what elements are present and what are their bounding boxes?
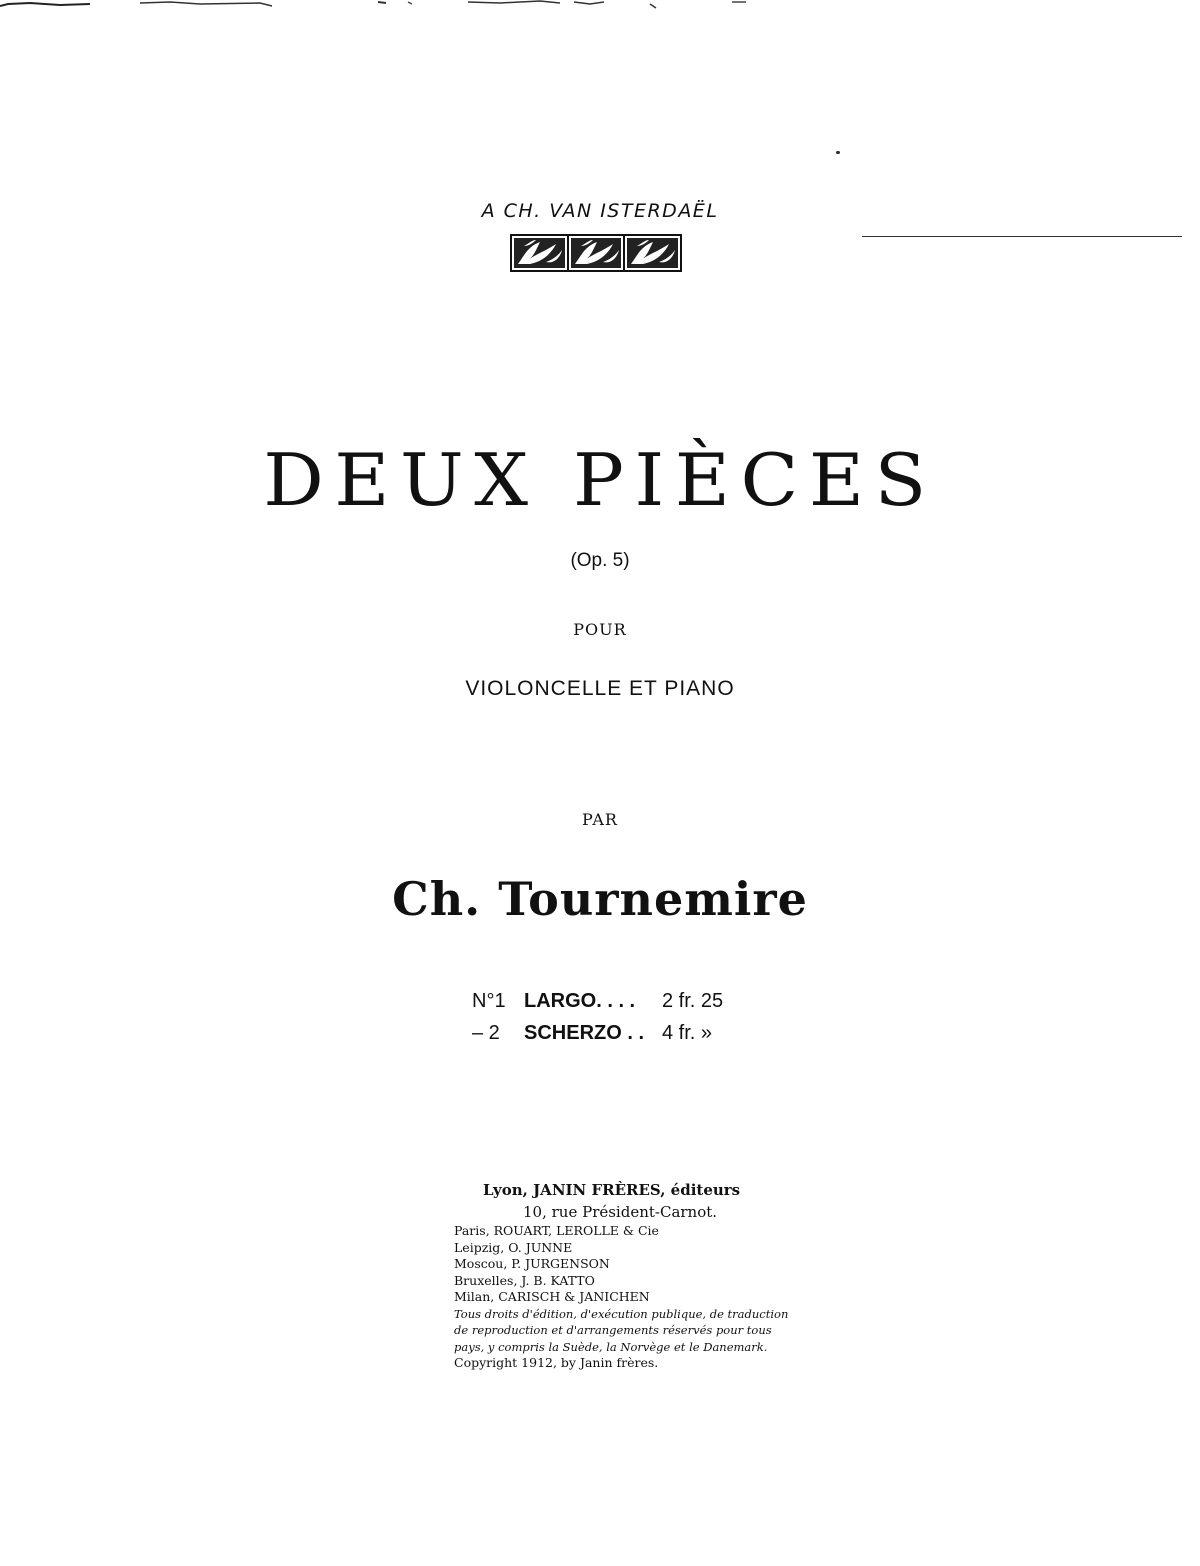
- rights-line: pays, y compris la Suède, la Norvège et le Danemark.: [454, 1339, 768, 1354]
- scan-edge-marks: [0, 0, 1200, 14]
- publisher-name: Lyon, JANIN FRÈRES, éditeurs: [483, 1181, 741, 1199]
- composer-name: Ch. Tournemire: [392, 872, 808, 926]
- agent-line: Bruxelles, J. B. KATTO: [454, 1272, 595, 1288]
- agent-line: Milan, CARISCH & JANICHEN: [454, 1289, 650, 1304]
- agent-line: Paris, ROUART, LEROLLE & Cie: [454, 1223, 659, 1238]
- opus-number: (Op. 5): [570, 550, 630, 571]
- par-label: PAR: [582, 810, 618, 829]
- dedication: A CH. VAN ISTERDAËL: [481, 200, 719, 222]
- piece-name: SCHERZO . .: [524, 1022, 645, 1044]
- pour-label: POUR: [573, 620, 627, 639]
- instrumentation: VIOLONCELLE ET PIANO: [465, 677, 735, 700]
- page-title: DEUX PIÈCES: [263, 438, 937, 522]
- publisher-address: 10, rue Président-Carnot.: [523, 1203, 718, 1221]
- piece-number: N°1: [472, 990, 506, 1012]
- stray-scan-line: [862, 236, 1182, 237]
- agent-line: Moscou, P. JURGENSON: [454, 1256, 610, 1271]
- piece-number: – 2: [472, 1022, 500, 1044]
- stray-scan-dot: [836, 151, 840, 154]
- rights-line: de reproduction et d'arrangements réservés pour tous: [454, 1323, 772, 1337]
- piece-price: 2 fr. 25: [662, 990, 724, 1012]
- rights-line: Tous droits d'édition, d'exécution publique, de traduction: [454, 1306, 789, 1321]
- leaf-ornament-icon: [510, 234, 682, 272]
- piece-name: LARGO. . . .: [524, 990, 636, 1012]
- publisher-block: [454, 1180, 789, 1372]
- piece-price: 4 fr. »: [662, 1022, 713, 1044]
- copyright-notice: Copyright 1912, by Janin frères.: [454, 1355, 659, 1370]
- agent-line: Leipzig, O. JUNNE: [454, 1239, 573, 1255]
